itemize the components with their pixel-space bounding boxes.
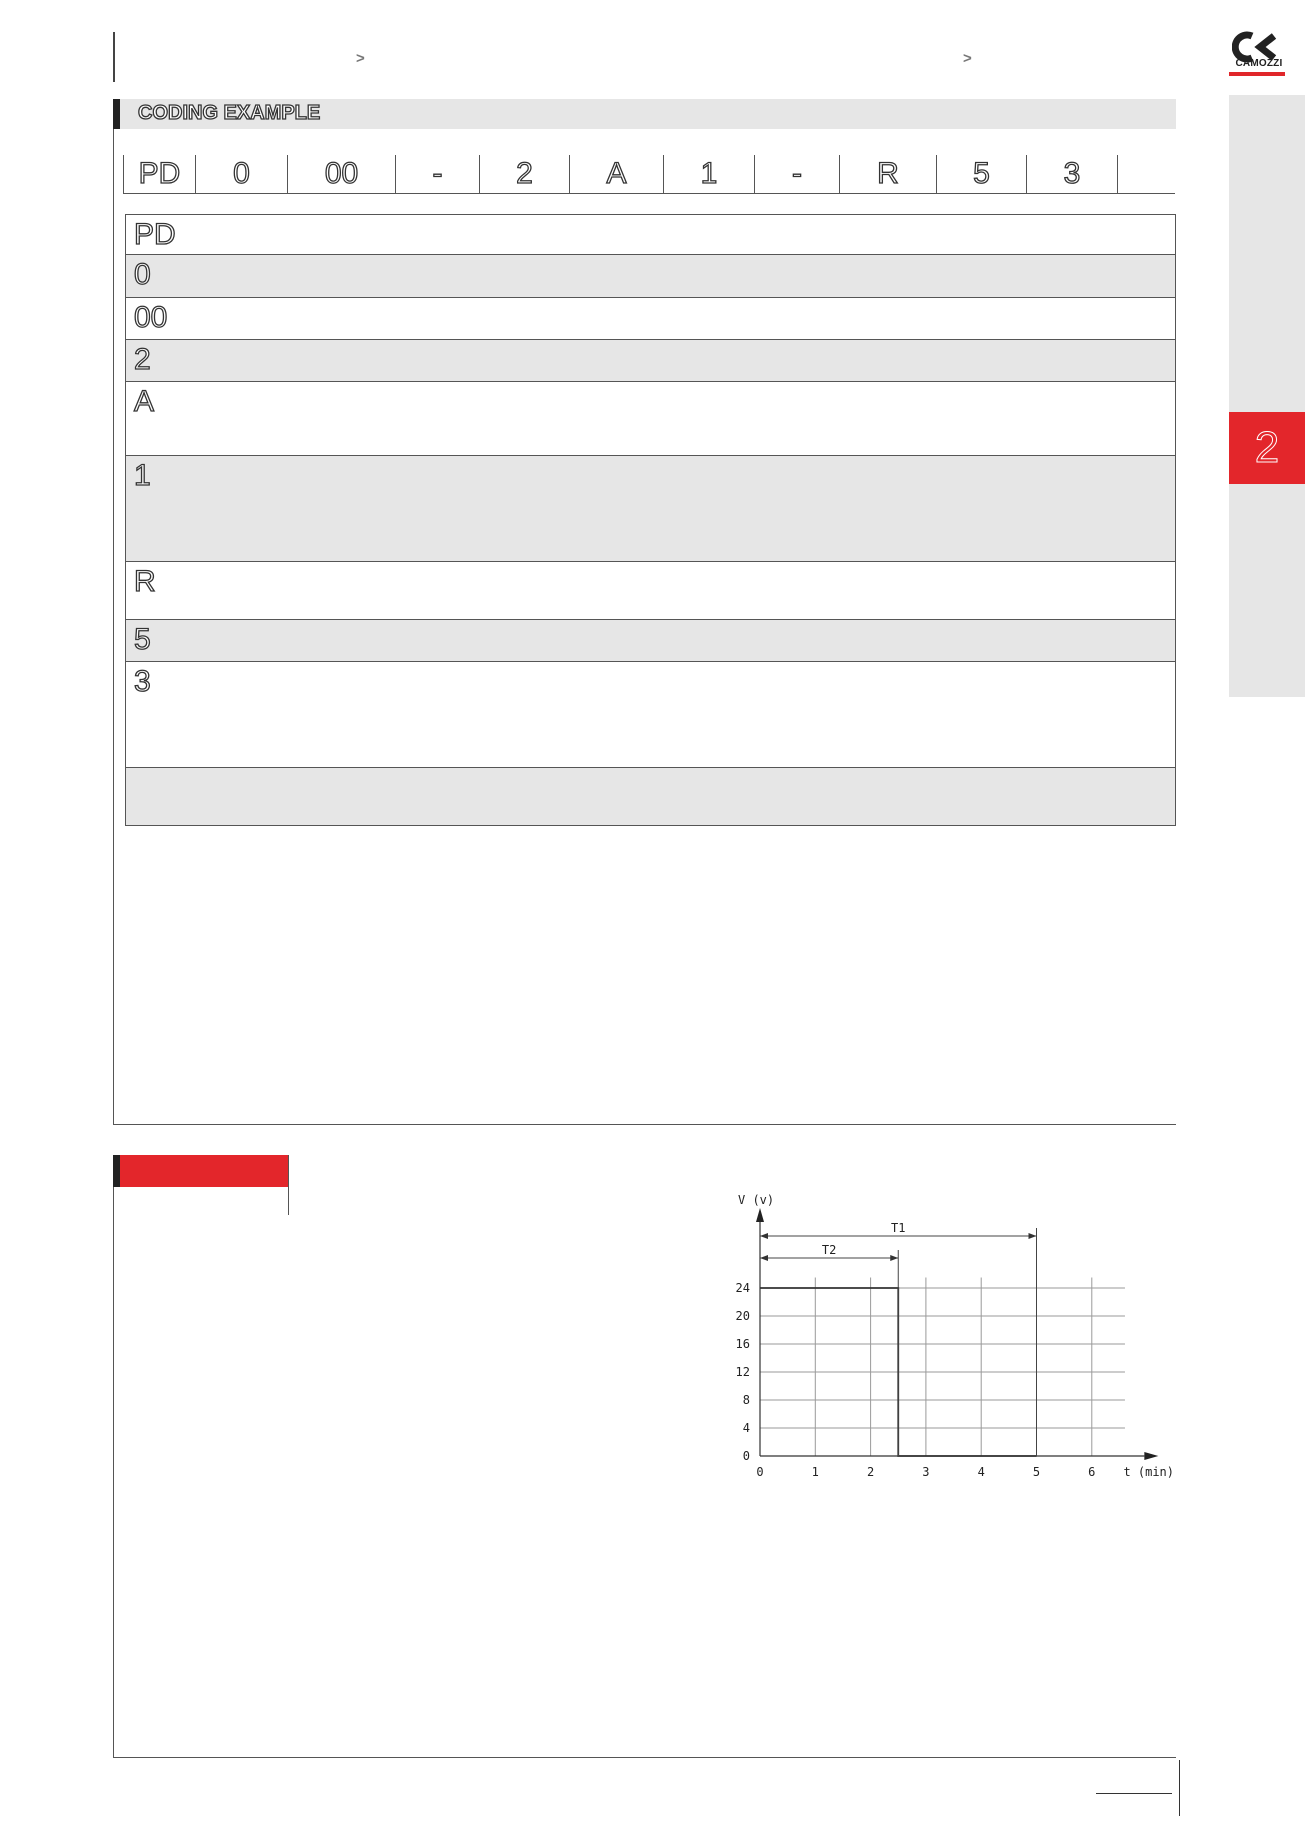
- legend-code: R: [134, 565, 156, 598]
- code-part: PD: [138, 157, 181, 190]
- code-cell: [395, 155, 479, 193]
- code-cell: [663, 155, 754, 193]
- section-title: CODING EXAMPLE: [138, 102, 321, 124]
- legend-code: 3: [134, 665, 151, 698]
- x-axis-arrow: [1144, 1452, 1158, 1460]
- dimension-label: T1: [891, 1221, 906, 1235]
- chapter-number: 2: [1254, 423, 1280, 472]
- y-tick-label: 0: [742, 1449, 750, 1463]
- legend-code: 5: [134, 623, 151, 656]
- y-tick-label: 20: [735, 1309, 750, 1323]
- x-tick-label: 0: [756, 1465, 764, 1478]
- x-tick-label: 6: [1088, 1465, 1096, 1478]
- x-tick-label: 3: [922, 1465, 930, 1478]
- y-tick-label: 8: [742, 1393, 750, 1407]
- legend-row: [126, 767, 1175, 825]
- legend-row: [126, 455, 1175, 561]
- legend-row: [126, 297, 1175, 339]
- code-cell: [123, 155, 195, 193]
- footer-line: [1179, 1760, 1180, 1816]
- voltage-time-chart: [728, 1188, 1178, 1478]
- chapter-tab[interactable]: [1229, 412, 1305, 484]
- code-cell: [1026, 155, 1117, 193]
- code-part: -: [792, 157, 802, 190]
- red-section-header: [113, 1155, 288, 1187]
- code-cell: [195, 155, 287, 193]
- legend-code: 0: [134, 258, 151, 291]
- code-part: A: [606, 157, 627, 190]
- y-tick-label: 4: [742, 1421, 750, 1435]
- code-cell: [839, 155, 936, 193]
- legend-row: [126, 619, 1175, 661]
- brand-name: CAMOZZI: [1235, 58, 1283, 69]
- code-part: 1: [700, 157, 718, 190]
- code-cell: [569, 155, 663, 193]
- dimension-arrow: [760, 1255, 768, 1261]
- frame-line: [113, 129, 114, 1124]
- code-strip: [123, 155, 1175, 194]
- frame-line: [113, 1757, 1176, 1758]
- dimension-arrow: [760, 1233, 768, 1239]
- y-axis-arrow: [756, 1208, 764, 1222]
- legend-row: [126, 254, 1175, 297]
- header-rule: [113, 32, 115, 82]
- code-cell: [287, 155, 395, 193]
- breadcrumb-separator: >: [356, 50, 365, 67]
- code-part: 00: [324, 157, 359, 190]
- code-part: R: [877, 157, 899, 190]
- x-axis-label: t (min): [1123, 1465, 1175, 1478]
- red-section-accent: [113, 1155, 120, 1187]
- legend-row: [126, 339, 1175, 381]
- y-axis-label: V (v): [738, 1193, 775, 1207]
- legend-code: A: [134, 385, 155, 418]
- section-accent: [113, 99, 120, 129]
- code-part: 0: [233, 157, 250, 190]
- brand-bar: [1229, 72, 1285, 76]
- y-tick-label: 16: [735, 1337, 750, 1351]
- legend-row: [126, 661, 1175, 767]
- dimension-arrow: [890, 1255, 898, 1261]
- x-tick-label: 2: [866, 1465, 875, 1478]
- x-tick-label: 1: [811, 1465, 819, 1478]
- y-tick-label: 12: [735, 1365, 750, 1379]
- code-part: 5: [973, 157, 990, 190]
- breadcrumb-separator: >: [963, 50, 972, 67]
- code-cell: [936, 155, 1026, 193]
- frame-line: [113, 1124, 1176, 1125]
- section-divider: [288, 1155, 289, 1215]
- dimension-arrow: [1029, 1233, 1037, 1239]
- legend-code: 2: [134, 343, 151, 376]
- frame-line: [113, 1155, 114, 1757]
- x-tick-label: 4: [977, 1465, 985, 1478]
- legend-code: PD: [134, 218, 176, 251]
- legend-code: 1: [134, 459, 151, 492]
- dimension-label: T2: [821, 1243, 837, 1257]
- code-part: 3: [1063, 157, 1081, 190]
- legend-code: 00: [134, 301, 168, 334]
- code-cell: [1117, 155, 1175, 193]
- legend-row: [126, 215, 1175, 254]
- legend-row: [126, 381, 1175, 455]
- code-part: -: [432, 157, 443, 190]
- legend-table: [125, 214, 1176, 826]
- code-cell: [479, 155, 569, 193]
- side-strip: [1229, 95, 1305, 697]
- footer-line: [1096, 1793, 1172, 1794]
- code-cell: [754, 155, 839, 193]
- y-tick-label: 24: [735, 1281, 750, 1295]
- x-tick-label: 5: [1032, 1465, 1041, 1478]
- code-part: 2: [516, 157, 533, 190]
- legend-row: [126, 561, 1175, 619]
